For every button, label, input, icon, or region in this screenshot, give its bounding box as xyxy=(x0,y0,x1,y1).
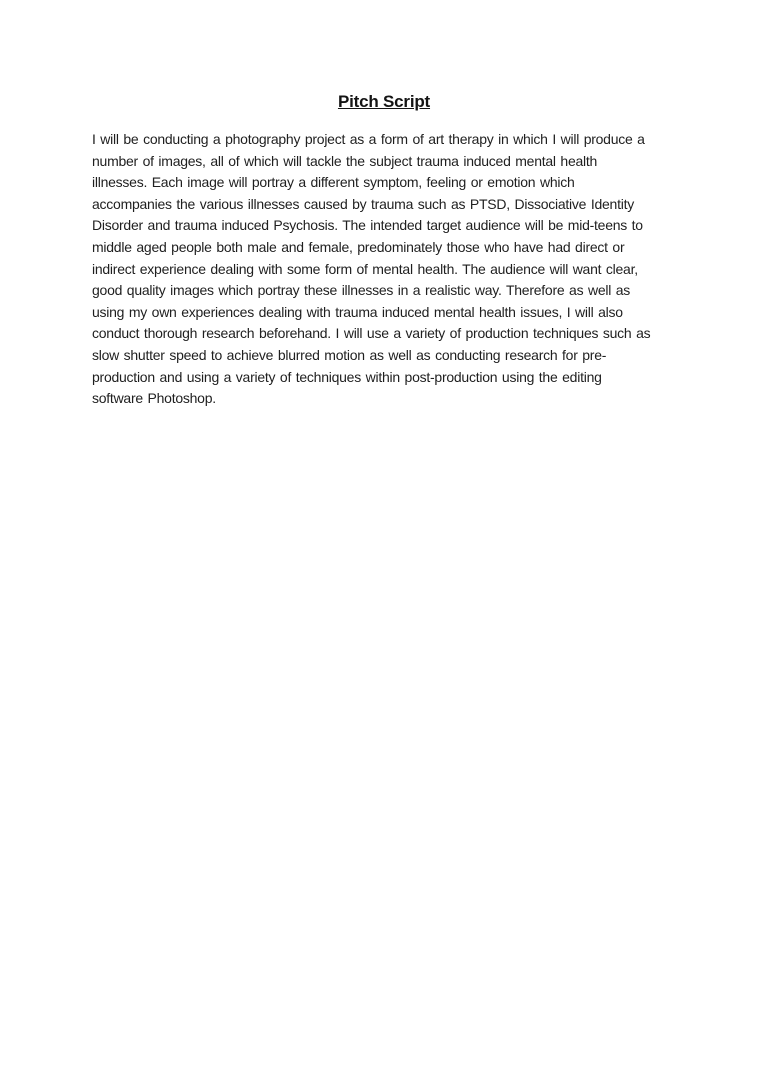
paragraph-line: accompanies the various illnesses caused by trauma such as PTSD, Dissociative Identity xyxy=(92,195,634,212)
paragraph-line: slow shutter speed to achieve blurred motion as well as conducting research for pre- xyxy=(92,346,607,363)
paragraph-line: conduct thorough research beforehand. I will use a variety of production techniques such as xyxy=(92,325,651,342)
paragraph-line: software Photoshop. xyxy=(92,390,216,407)
pitch-paragraph xyxy=(92,129,688,410)
paragraph-line: good quality images which portray these illnesses in a realistic way. Therefore as well as xyxy=(92,282,631,299)
paragraph-line: production and using a variety of techniques within post-production using the editing xyxy=(92,368,602,385)
paragraph-line: number of images, all of which will tackle the subject trauma induced mental health xyxy=(92,152,598,169)
paragraph-line: I will be conducting a photography project as a form of art therapy in which I will produce a xyxy=(92,131,645,147)
page-title: Pitch Script xyxy=(337,92,431,111)
paragraph-line: middle aged people both male and female, predominately those who have had direct or xyxy=(92,238,625,255)
paragraph-line: indirect experience dealing with some form of mental health. The audience will want clear, xyxy=(92,260,638,277)
paragraph-line: illnesses. Each image will portray a different symptom, feeling or emotion which xyxy=(92,174,575,191)
paragraph-line: Disorder and trauma induced Psychosis. The intended target audience will be mid-teens to xyxy=(92,217,643,234)
paragraph-line: using my own experiences dealing with trauma induced mental health issues, I will also xyxy=(92,303,623,320)
